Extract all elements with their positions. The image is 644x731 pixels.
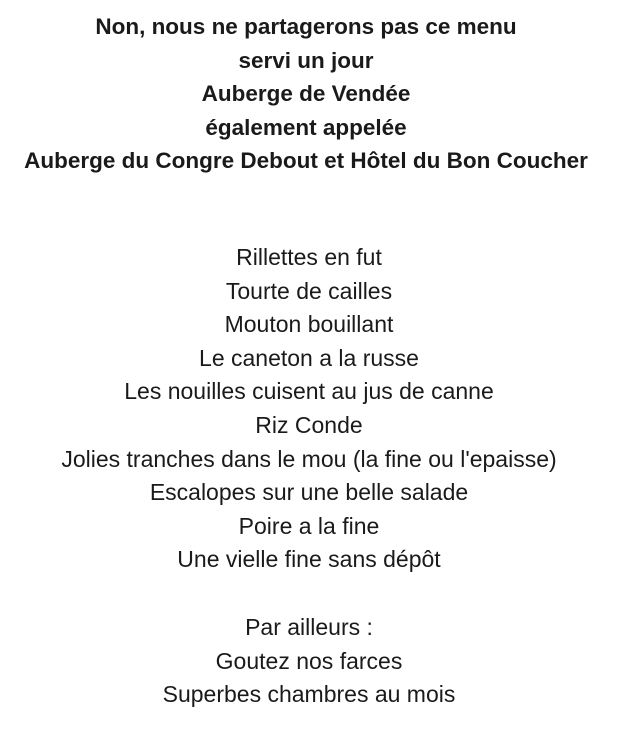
menu-item: Mouton bouillant [224,311,394,338]
header-line: Non, nous ne partagerons pas ce menu [95,14,517,39]
header-line: Auberge de Vendée [201,81,411,106]
menu-item: Escalopes sur une belle salade [149,479,469,506]
extra-heading: Par ailleurs : [245,614,373,640]
menu-item: Les nouilles cuisent au jus de canne [124,378,494,405]
extra-item: Goutez nos farces [215,647,403,674]
menu-list [0,241,618,577]
menu-item: Le caneton a la russe [199,344,419,371]
menu-item: Jolies tranches dans le mou (la fine ou l'epaisse) [61,445,557,472]
header-line: Auberge du Congre Debout et Hôtel du Bon Coucher [24,148,588,173]
menu-header [0,10,612,178]
menu-item: Rillettes en fut [236,244,382,270]
menu-item: Tourte de cailles [225,277,393,304]
header-line: également appelée [205,114,407,140]
menu-item: Une vielle fine sans dépôt [177,546,441,573]
extra-item: Superbes chambres au mois [162,681,456,708]
extra-section [0,611,618,712]
header-line: servi un jour [238,47,374,73]
menu-item: Riz Conde [255,411,363,438]
menu-item: Poire a la fine [238,512,380,539]
